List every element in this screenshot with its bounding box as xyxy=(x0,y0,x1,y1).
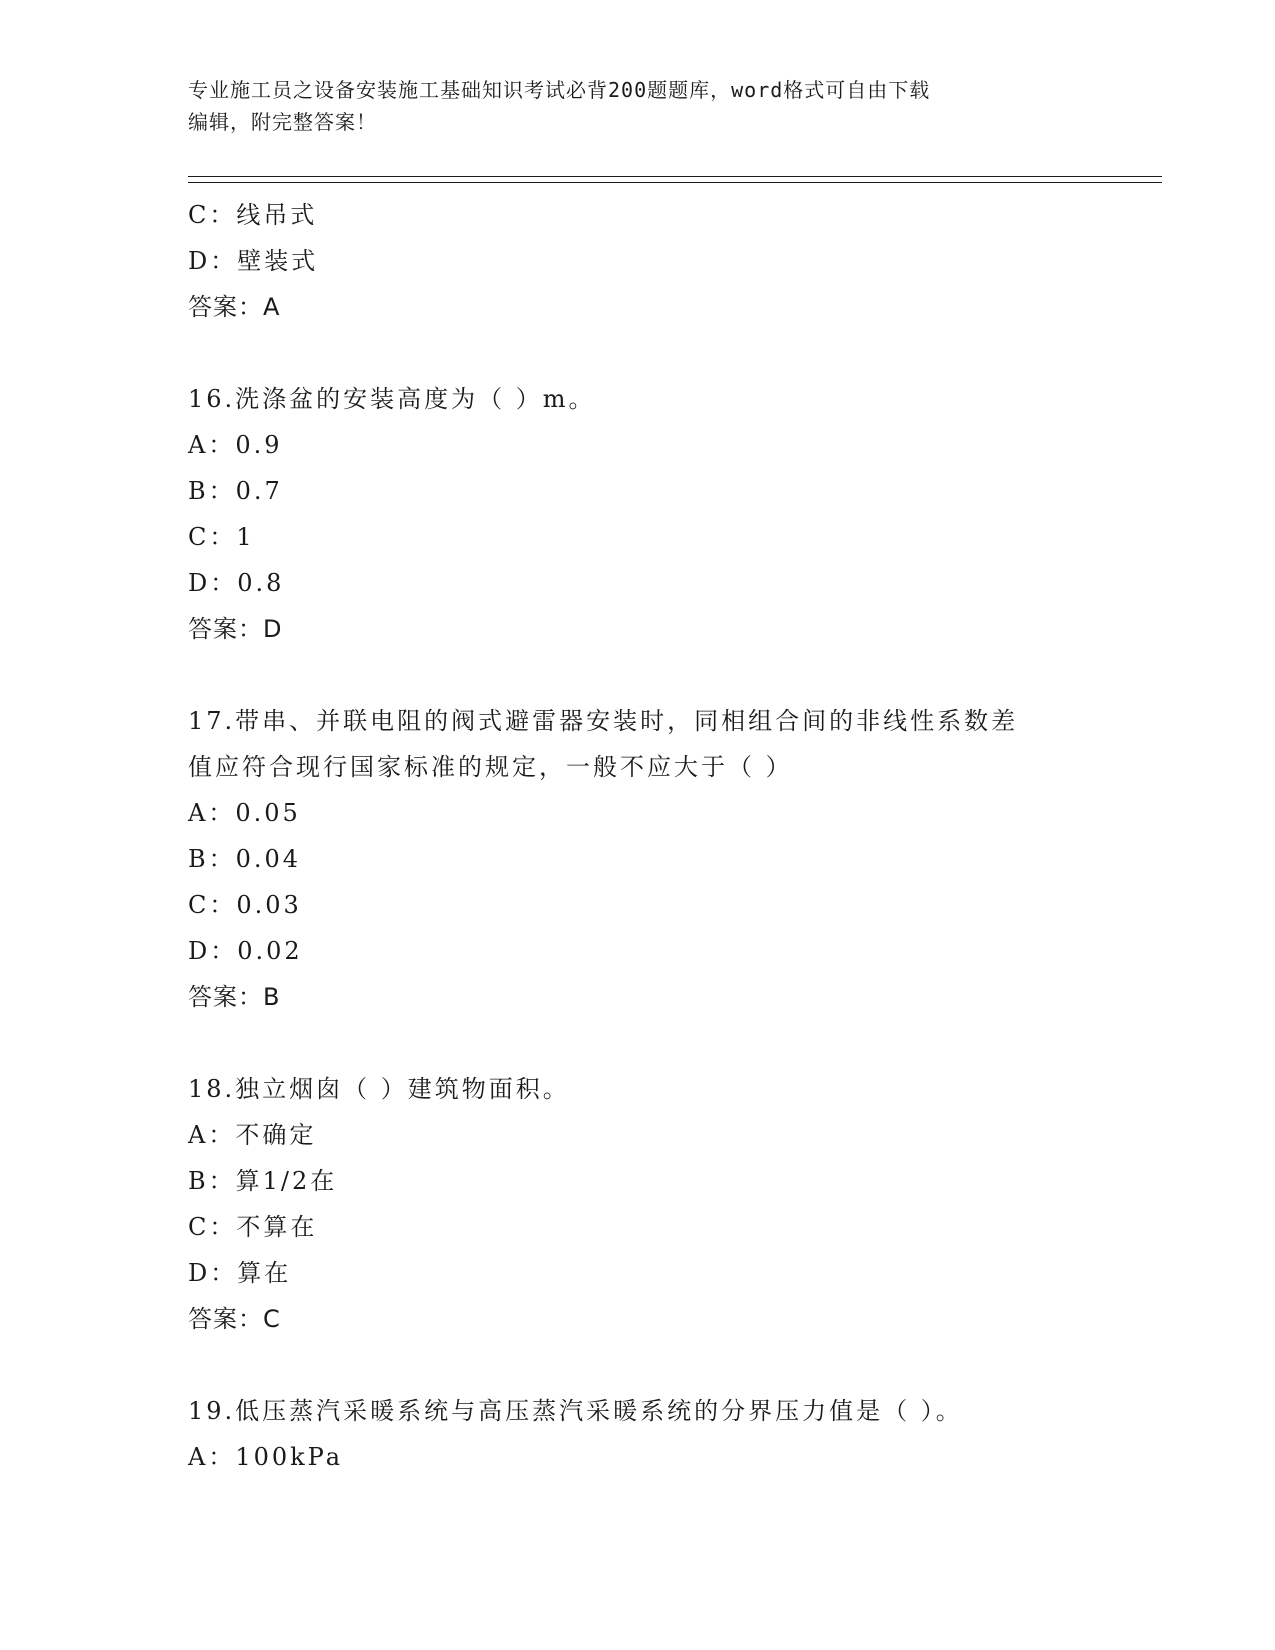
answer-line: 答案：A xyxy=(188,293,281,321)
header-divider-top xyxy=(188,176,1162,177)
question-text: 16.洗涤盆的安装高度为（ ）m。 xyxy=(188,385,596,413)
option-c: C：线吊式 xyxy=(188,201,318,229)
option-d: D：0.8 xyxy=(188,569,285,597)
option-d: D：算在 xyxy=(188,1259,292,1287)
spacer xyxy=(188,1020,1088,1066)
spacer xyxy=(188,330,1088,376)
header-divider-bottom xyxy=(188,182,1162,183)
header-title-line-2: 编辑，附完整答案！ xyxy=(188,110,377,134)
question-text: 19.低压蒸汽采暖系统与高压蒸汽采暖系统的分界压力值是（ ）。 xyxy=(188,1397,963,1425)
option-d: D：0.02 xyxy=(188,937,303,965)
option-b: B：0.04 xyxy=(188,845,302,873)
answer-line: 答案：C xyxy=(188,1305,281,1333)
header-title-line-1: 专业施工员之设备安装施工基础知识考试必背200题题库，word格式可自由下载 xyxy=(188,78,931,102)
spacer xyxy=(188,1342,1088,1388)
question-text-line-1: 17.带串、并联电阻的阀式避雷器安装时，同相组合间的非线性系数差 xyxy=(188,707,1019,735)
option-a: A：不确定 xyxy=(188,1121,317,1149)
question-list xyxy=(188,192,1088,1480)
question-16-block xyxy=(188,376,1088,652)
option-c: C：0.03 xyxy=(188,891,302,919)
option-c: C：不算在 xyxy=(188,1213,318,1241)
answer-line: 答案：B xyxy=(188,983,281,1011)
option-a: A：0.9 xyxy=(188,431,283,459)
option-a: A：0.05 xyxy=(188,799,301,827)
question-18-block xyxy=(188,1066,1088,1342)
option-b: B：0.7 xyxy=(188,477,283,505)
question-15-block xyxy=(188,192,1088,330)
question-19-block xyxy=(188,1388,1088,1480)
spacer xyxy=(188,652,1088,698)
option-a: A：100kPa xyxy=(188,1443,344,1471)
question-text: 18.独立烟囱（ ）建筑物面积。 xyxy=(188,1075,570,1103)
answer-line: 答案：D xyxy=(188,615,283,643)
question-17-block xyxy=(188,698,1088,1020)
option-d: D：壁装式 xyxy=(188,247,319,275)
document-header xyxy=(188,74,1068,138)
question-text-line-2: 值应符合现行国家标准的规定，一般不应大于（ ） xyxy=(188,753,793,781)
option-c: C：1 xyxy=(188,523,255,551)
option-b: B：算1/2在 xyxy=(188,1167,338,1195)
